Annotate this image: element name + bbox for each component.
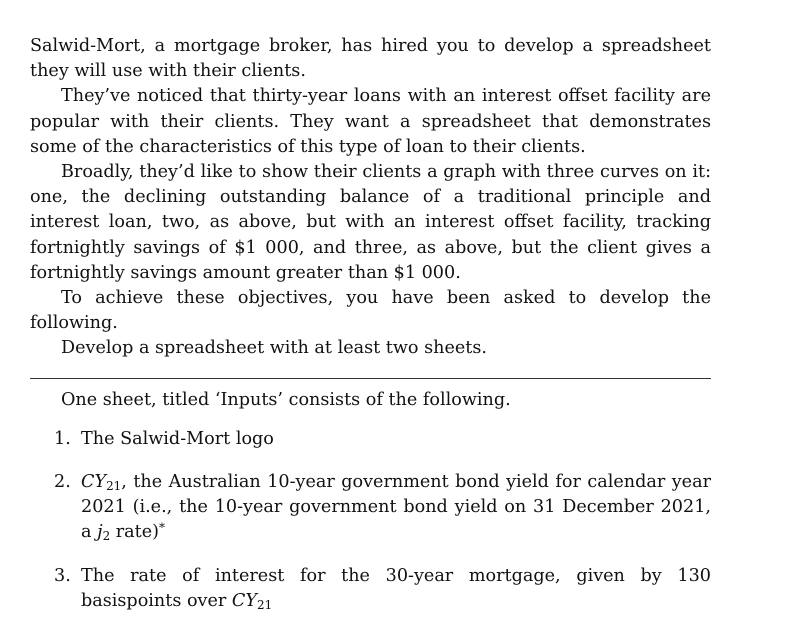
intro-paragraph-1: Salwid-Mort, a mortgage broker, has hired you to develop a spreadsheet they will use with their clients. <box>30 36 711 82</box>
list-item <box>30 470 711 546</box>
cy-symbol: CY <box>81 472 107 493</box>
intro-paragraph-5: Develop a spreadsheet with at least two sheets. <box>61 338 487 359</box>
section-divider <box>30 378 711 379</box>
list-item-number: 1. <box>54 428 71 449</box>
list-item-number: 2. <box>54 472 71 493</box>
j-symbol: j <box>97 522 103 543</box>
cy-subscript: 21 <box>106 479 122 494</box>
list-item <box>30 564 711 614</box>
intro-paragraph-3: Broadly, they’d like to show their clients a graph with three curves on it: one, the declining outstanding balance of a traditional principle and interest loan, two, as above, but with an interest offset facility, tracking fortnightly savings of $1 000, and three, as above, but the client gives a fortnightly savings amount greater than $1 000. <box>30 162 711 283</box>
list-item <box>30 427 711 452</box>
inputs-list <box>30 427 711 614</box>
list-item-text: , the Australian 10-year government bond yield for calendar year 2021 (i.e., the 10-year government bond yield on 31 December 2021, a <box>81 472 711 543</box>
list-item-text: The Salwid-Mort logo <box>81 428 274 449</box>
document-body <box>30 34 711 632</box>
intro-paragraph-4: To achieve these objectives, you have been asked to develop the following. <box>30 288 711 334</box>
cy-symbol: CY <box>231 590 257 611</box>
list-item-text: The rate of interest for the 30-year mortgage, given by 130 basispoints over <box>81 565 711 611</box>
j-subscript: 2 <box>102 529 111 544</box>
intro-paragraph-2: They’ve noticed that thirty-year loans with an interest offset facility are popular with their clients. They want a spreadsheet that demonstrates some of the characteristics of this type of loan to their clients. <box>30 86 711 157</box>
list-item-text-end: rate) <box>110 522 160 543</box>
list-item-number: 3. <box>54 565 71 586</box>
footnote-mark: * <box>159 521 165 536</box>
cy-subscript: 21 <box>256 597 273 612</box>
inputs-sheet-heading: One sheet, titled ‘Inputs’ consists of the following. <box>61 389 511 410</box>
